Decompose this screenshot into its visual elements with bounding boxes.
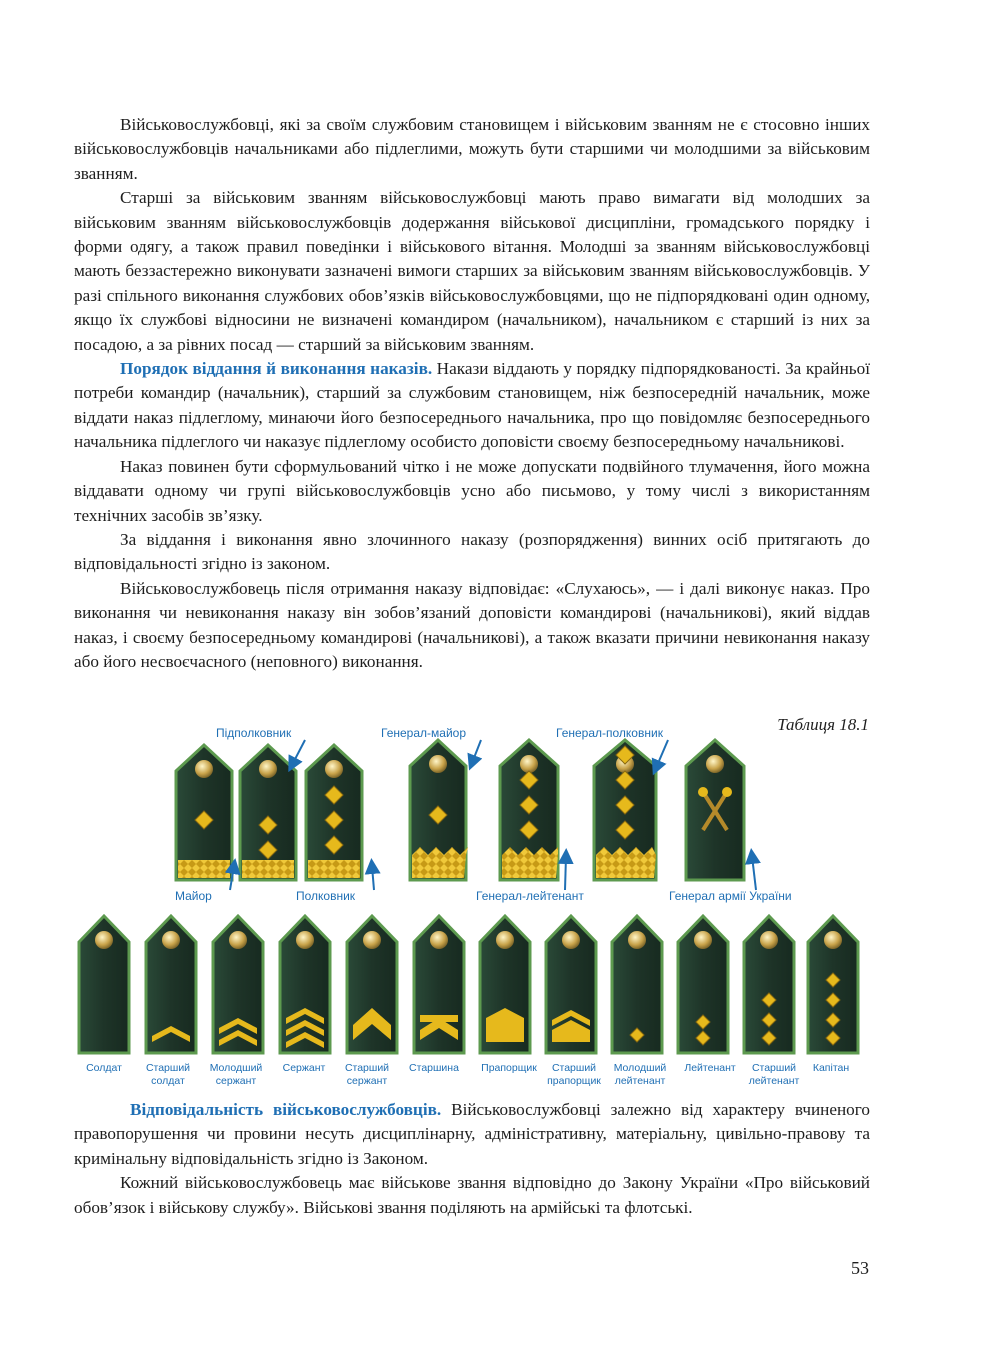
- shoulder-strap: [213, 916, 263, 1053]
- shoulder-strap: [480, 916, 530, 1053]
- label-major: Майор: [175, 889, 212, 903]
- button-icon: [162, 931, 180, 949]
- button-icon: [229, 931, 247, 949]
- arrow-icon: [292, 740, 305, 765]
- shoulder-strap: [176, 745, 232, 880]
- rank-label: Прапорщик: [481, 1062, 537, 1074]
- label-colonel-general: Генерал-полковник: [556, 726, 663, 740]
- shoulder-strap: [594, 740, 656, 880]
- shoulder-strap: [808, 916, 858, 1053]
- button-icon: [562, 931, 580, 949]
- rank-label: Старшина: [409, 1062, 459, 1074]
- section-heading: Порядок віддання й виконання наказів.: [120, 359, 433, 379]
- rank-label: Лейтенант: [684, 1062, 736, 1074]
- shoulder-strap: [500, 740, 558, 880]
- button-icon: [496, 931, 514, 949]
- shoulder-strap: [240, 745, 296, 880]
- rank-label: Старший прапорщик: [547, 1062, 601, 1087]
- rank-label: Старший сержант: [344, 1062, 390, 1087]
- shoulder-strap: [280, 916, 330, 1053]
- button-icon: [430, 931, 448, 949]
- button-icon: [363, 931, 381, 949]
- rank-label: Старший солдат: [145, 1062, 191, 1087]
- button-icon: [259, 760, 277, 778]
- text-block-bottom: [74, 1098, 870, 1220]
- paragraph: Кожний військовослужбовець має військове звання відповідно до Закону України «Про військовий обов’язок і військову службу». Військові звання поділяють на армійські та флотські.: [74, 1173, 870, 1217]
- paragraph: Військовослужбовці, які за своїм службовим становищем і військовим званням не є стосовно інших військовослужбовців начальниками або підлеглими, можуть бути старшими чи молодшими за військовим званням.: [74, 115, 870, 183]
- shoulder-strap: [410, 740, 468, 880]
- button-icon: [429, 755, 447, 773]
- label-colonel: Полковник: [296, 889, 356, 903]
- arrow-icon: [372, 866, 374, 890]
- button-icon: [706, 755, 724, 773]
- rank-label: Молодший лейтенант: [613, 1062, 667, 1087]
- shoulder-strap: [686, 740, 744, 880]
- arrow-icon: [472, 740, 481, 763]
- label-general-of-army: Генерал армії України: [669, 889, 792, 903]
- rank-label: Старший лейтенант: [748, 1062, 800, 1087]
- paragraph: Порядок віддання й виконання наказів. Накази віддають у порядку підпорядкованості. За крайньої потреби командир (начальник), старший за службовим становищем, ніж безпосередній начальник, може віддати наказ підлеглому, минаючи його безпосереднього начальника, про що повідомляє безпосереднього начальника підлеглого чи наказує підлеглому особисто доповісти своєму безпосередньому начальникові.: [74, 359, 870, 452]
- arrow-icon: [752, 856, 756, 890]
- button-icon: [628, 931, 646, 949]
- arrow-icon: [656, 740, 668, 768]
- button-icon: [95, 931, 113, 949]
- paragraph: Старші за військовим званням військовослужбовці мають право вимагати від молодших за військовим званням військовослужбовців додержання військової дисципліни, громадського порядку і форми одягу, а також правил поведінки і військового вітання. Молодші за званням військовослужбовці мають беззастережно виконувати зазначені вимоги старших за військовим званням військовослужбовців. У разі спільного виконання службових обов’язків військовослужбовцями, що не підпорядковані один одному, якщо їх службові відносини не визначені командиром (начальником), начальником є старший із них за посадою, а за рівних посад — старший за військовим званням.: [74, 188, 870, 354]
- shoulder-strap: [612, 916, 662, 1053]
- paragraph: Відповідальність військовослужбовців. Військовослужбовці залежно від характеру вчиненого правопорушення чи провини несуть дисциплінарну, адміністративну, матеріальну, цивільно-правову та кримінальну відповідальність згідно із Законом.: [74, 1100, 870, 1168]
- shoulder-strap: [744, 916, 794, 1053]
- arrow-icon: [565, 856, 566, 890]
- section-heading: Відповідальність військовослужбовців.: [130, 1100, 442, 1119]
- shoulder-strap: [146, 916, 196, 1053]
- button-icon: [296, 931, 314, 949]
- shoulder-strap: [546, 916, 596, 1053]
- rank-label: Капітан: [812, 1062, 850, 1074]
- table-caption: Таблиця 18.1: [777, 715, 869, 734]
- paragraph: За віддання і виконання явно злочинного наказу (розпорядження) винних осіб притягають до відповідальності згідно із законом.: [74, 529, 870, 574]
- label-lieutenant-general: Генерал-лейтенант: [476, 889, 584, 903]
- shoulder-strap: [79, 916, 129, 1053]
- paragraph: Наказ повинен бути сформульований чітко і не може допускати подвійного тлумачення, його можна віддавати одному чи групі військовослужбовців усно або письмово, у тому числі з використанням технічних засобів зв’язку.: [74, 456, 870, 525]
- button-icon: [195, 760, 213, 778]
- rank-label: Сержант: [282, 1062, 326, 1074]
- label-major-general: Генерал-майор: [381, 726, 466, 740]
- shoulder-strap: [678, 916, 728, 1053]
- rank-label: Молодший сержант: [209, 1062, 263, 1087]
- button-icon: [760, 931, 778, 949]
- shoulder-strap: [414, 916, 464, 1053]
- button-icon: [824, 931, 842, 949]
- button-icon: [325, 760, 343, 778]
- shoulder-strap: [306, 745, 362, 880]
- page-number: 53: [851, 1258, 869, 1278]
- rank-label: Солдат: [86, 1062, 122, 1074]
- label-lieutenant-colonel: Підполковник: [216, 726, 292, 740]
- button-icon: [694, 931, 712, 949]
- paragraph: Військовослужбовець після отримання наказу відповідає: «Слухаюсь», — і далі виконує наказ. Про виконання чи невиконання наказу він зобов’язаний доповісти командирові (начальникові), який віддав наказ, і своєму безпосередньому командирові (начальникові), а також вказати причини невиконання наказу або його несвоєчасного (неповного) виконання.: [74, 578, 870, 671]
- shoulder-strap: [347, 916, 397, 1053]
